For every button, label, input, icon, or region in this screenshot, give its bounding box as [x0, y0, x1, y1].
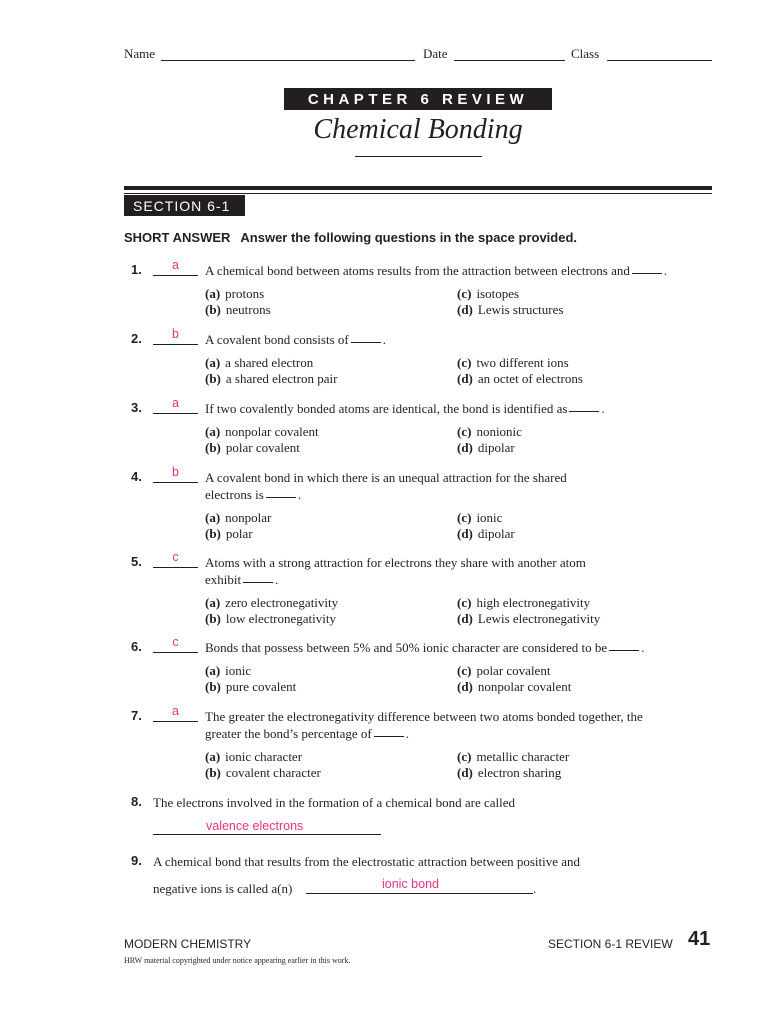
section-rule — [124, 186, 712, 190]
chapter-label: CHAPTER 6 REVIEW — [284, 88, 552, 110]
question-3-option-d[interactable] — [457, 440, 515, 456]
question-6-option-b[interactable] — [205, 679, 296, 695]
question-9-answer-line[interactable] — [306, 893, 533, 894]
option-letter: (c) — [457, 424, 472, 439]
option-text: polar covalent — [476, 663, 551, 678]
option-text: nonionic — [476, 424, 522, 439]
question-5-option-c[interactable] — [457, 595, 590, 611]
question-6-number: 6. — [131, 639, 142, 654]
question-4-answer: b — [172, 465, 179, 479]
option-text: ionic character — [225, 749, 303, 764]
option-text: high electronegativity — [476, 595, 591, 610]
question-8-answer: valence electrons — [206, 819, 304, 833]
question-2-stem-text: A covalent bond consists of — [205, 332, 349, 347]
question-1-stem-text: A chemical bond between atoms results from the attraction between electrons and — [205, 263, 630, 278]
question-1-stem-end: . — [663, 263, 668, 278]
question-4-stem — [205, 486, 301, 503]
question-2-inline-blank — [351, 342, 381, 343]
question-4-answer-line[interactable] — [153, 482, 198, 483]
question-5-stem-line1: Atoms with a strong attraction for electrons they share with another atom — [205, 555, 586, 570]
question-5-answer: c — [172, 550, 179, 564]
question-8-text: The electrons involved in the formation of a chemical bond are called — [153, 795, 516, 810]
question-3-stem-text: If two covalently bonded atoms are identical, the bond is identified as — [205, 401, 568, 416]
question-7-answer-line[interactable] — [153, 721, 198, 722]
option-text: nonpolar covalent — [477, 679, 572, 694]
page-number: 41 — [688, 928, 711, 950]
question-9-line1: A chemical bond that results from the electrostatic attraction between positive and — [153, 854, 581, 869]
option-text: protons — [225, 286, 265, 301]
option-text: a shared electron — [225, 355, 314, 370]
question-2-option-a[interactable] — [205, 355, 313, 371]
option-letter: (d) — [457, 679, 473, 694]
question-6-option-a[interactable] — [205, 663, 251, 679]
option-text: polar — [225, 526, 253, 541]
question-3-answer-line[interactable] — [153, 413, 198, 414]
question-7-option-d[interactable] — [457, 765, 561, 781]
section-rule-thin — [124, 193, 712, 194]
question-5-number: 5. — [131, 554, 142, 569]
question-4-stem-text: electrons is — [205, 487, 264, 502]
question-3-answer: a — [172, 396, 179, 410]
option-letter: (d) — [457, 765, 473, 780]
question-5-stem — [205, 571, 278, 588]
question-9-end: . — [533, 881, 537, 896]
option-text: two different ions — [476, 355, 569, 370]
option-text: covalent character — [225, 765, 321, 780]
question-7-inline-blank — [374, 736, 404, 737]
question-6-stem — [205, 639, 644, 656]
option-letter: (b) — [205, 440, 221, 455]
question-7-stem-text: greater the bond’s percentage of — [205, 726, 372, 741]
option-letter: (b) — [205, 611, 221, 626]
name-label: Name — [124, 46, 156, 61]
question-1-stem — [205, 262, 667, 279]
date-label: Date — [423, 46, 448, 61]
question-3-option-b[interactable] — [205, 440, 300, 456]
option-text: nonpolar — [225, 510, 272, 525]
option-letter: (c) — [457, 663, 472, 678]
option-text: metallic character — [476, 749, 570, 764]
question-1-answer: a — [172, 258, 179, 272]
option-letter: (a) — [205, 595, 221, 610]
question-4-inline-blank — [266, 497, 296, 498]
question-1-answer-line[interactable] — [153, 275, 198, 276]
option-letter: (c) — [457, 286, 472, 301]
question-7-option-a[interactable] — [205, 749, 302, 765]
question-1-option-d[interactable] — [457, 302, 563, 318]
option-letter: (a) — [205, 355, 221, 370]
question-1-option-a[interactable] — [205, 286, 264, 302]
option-letter: (b) — [205, 302, 221, 317]
question-5-option-b[interactable] — [205, 611, 336, 627]
question-3-option-a[interactable] — [205, 424, 319, 440]
footer-book-title: MODERN CHEMISTRY — [124, 937, 252, 951]
question-3-option-c[interactable] — [457, 424, 522, 440]
copyright-notice: HRW material copyrighted under notice appearing earlier in this work. — [124, 956, 351, 965]
option-letter: (a) — [205, 663, 221, 678]
option-text: Lewis electronegativity — [477, 611, 601, 626]
question-5-option-d[interactable] — [457, 611, 600, 627]
question-2-answer-line[interactable] — [153, 344, 198, 345]
question-7-option-c[interactable] — [457, 749, 569, 765]
question-5-stem-text: exhibit — [205, 572, 242, 587]
option-letter: (d) — [457, 440, 473, 455]
option-text: neutrons — [225, 302, 271, 317]
date-field[interactable] — [454, 60, 565, 61]
class-label: Class — [571, 46, 600, 61]
question-7-stem-end: . — [405, 726, 410, 741]
question-6-stem-text: Bonds that possess between 5% and 50% ionic character are considered to be — [205, 640, 608, 655]
question-7-answer: a — [172, 704, 179, 718]
option-letter: (b) — [205, 371, 221, 386]
question-6-answer: c — [172, 635, 179, 649]
chapter-title: Chemical Bonding — [313, 114, 523, 145]
question-5-option-a[interactable] — [205, 595, 338, 611]
question-2-option-d[interactable] — [457, 371, 583, 387]
option-text: ionic — [225, 663, 252, 678]
question-5-stem-end: . — [275, 572, 279, 587]
option-letter: (b) — [205, 526, 221, 541]
question-2-number: 2. — [131, 331, 142, 346]
question-3-inline-blank — [569, 411, 599, 412]
option-text: pure covalent — [225, 679, 297, 694]
question-1-inline-blank — [632, 273, 662, 274]
question-4-stem-line1: A covalent bond in which there is an unequal attraction for the shared — [205, 470, 567, 485]
option-text: ionic — [476, 510, 503, 525]
name-field[interactable] — [161, 60, 415, 61]
question-6-inline-blank — [609, 650, 639, 651]
question-7-stem-line1: The greater the electronegativity difference between two atoms bonded together, the — [205, 709, 643, 724]
question-7-number: 7. — [131, 708, 142, 723]
question-5-inline-blank — [243, 582, 273, 583]
question-4-number: 4. — [131, 469, 142, 484]
option-letter: (d) — [457, 371, 473, 386]
question-5-answer-line[interactable] — [153, 567, 198, 568]
question-9-line2: negative ions is called a(n) — [153, 881, 293, 896]
option-text: polar covalent — [225, 440, 300, 455]
option-letter: (c) — [457, 749, 472, 764]
question-2-answer: b — [172, 327, 179, 341]
option-letter: (c) — [457, 510, 472, 525]
title-underline — [355, 156, 482, 157]
question-6-option-c[interactable] — [457, 663, 550, 679]
option-text: isotopes — [476, 286, 520, 301]
option-letter: (b) — [205, 679, 221, 694]
instructions-heading: SHORT ANSWER — [124, 230, 231, 245]
option-text: electron sharing — [477, 765, 562, 780]
instructions — [124, 230, 577, 245]
instructions-text: Answer the following questions in the space provided. — [240, 230, 578, 245]
question-8-answer-line[interactable] — [153, 834, 381, 835]
option-letter: (d) — [457, 526, 473, 541]
option-text: an octet of electrons — [477, 371, 583, 386]
question-4-option-c[interactable] — [457, 510, 502, 526]
option-letter: (c) — [457, 595, 472, 610]
option-letter: (c) — [457, 355, 472, 370]
question-4-option-d[interactable] — [457, 526, 515, 542]
option-text: Lewis structures — [477, 302, 564, 317]
question-3-number: 3. — [131, 400, 142, 415]
question-8-number: 8. — [131, 794, 142, 809]
option-text: dipolar — [477, 526, 515, 541]
section-label: SECTION 6-1 — [124, 195, 245, 216]
question-3-stem — [205, 400, 605, 417]
option-letter: (a) — [205, 510, 221, 525]
question-6-option-d[interactable] — [457, 679, 571, 695]
question-3-stem-end: . — [601, 401, 605, 416]
option-letter: (b) — [205, 765, 221, 780]
question-1-option-b[interactable] — [205, 302, 271, 318]
question-9-number: 9. — [131, 853, 142, 868]
option-text: a shared electron pair — [225, 371, 338, 386]
question-2-option-c[interactable] — [457, 355, 569, 371]
footer-section: SECTION 6-1 REVIEW — [548, 937, 673, 951]
question-4-stem-end: . — [297, 487, 302, 502]
question-4-option-a[interactable] — [205, 510, 271, 526]
option-text: low electronegativity — [225, 611, 336, 626]
option-letter: (d) — [457, 302, 473, 317]
option-letter: (a) — [205, 424, 221, 439]
question-1-number: 1. — [131, 262, 142, 277]
option-letter: (d) — [457, 611, 473, 626]
question-7-option-b[interactable] — [205, 765, 321, 781]
question-2-stem-end: . — [382, 332, 386, 347]
question-7-stem — [205, 725, 409, 742]
class-field[interactable] — [607, 60, 712, 61]
question-2-option-b[interactable] — [205, 371, 337, 387]
option-text: zero electronegativity — [225, 595, 339, 610]
question-4-option-b[interactable] — [205, 526, 253, 542]
question-2-stem — [205, 331, 386, 348]
option-letter: (a) — [205, 286, 221, 301]
option-letter: (a) — [205, 749, 221, 764]
question-1-option-c[interactable] — [457, 286, 519, 302]
option-text: nonpolar covalent — [225, 424, 319, 439]
question-6-answer-line[interactable] — [153, 652, 198, 653]
option-text: dipolar — [477, 440, 515, 455]
question-6-stem-end: . — [641, 640, 645, 655]
question-9-answer: ionic bond — [382, 877, 439, 891]
